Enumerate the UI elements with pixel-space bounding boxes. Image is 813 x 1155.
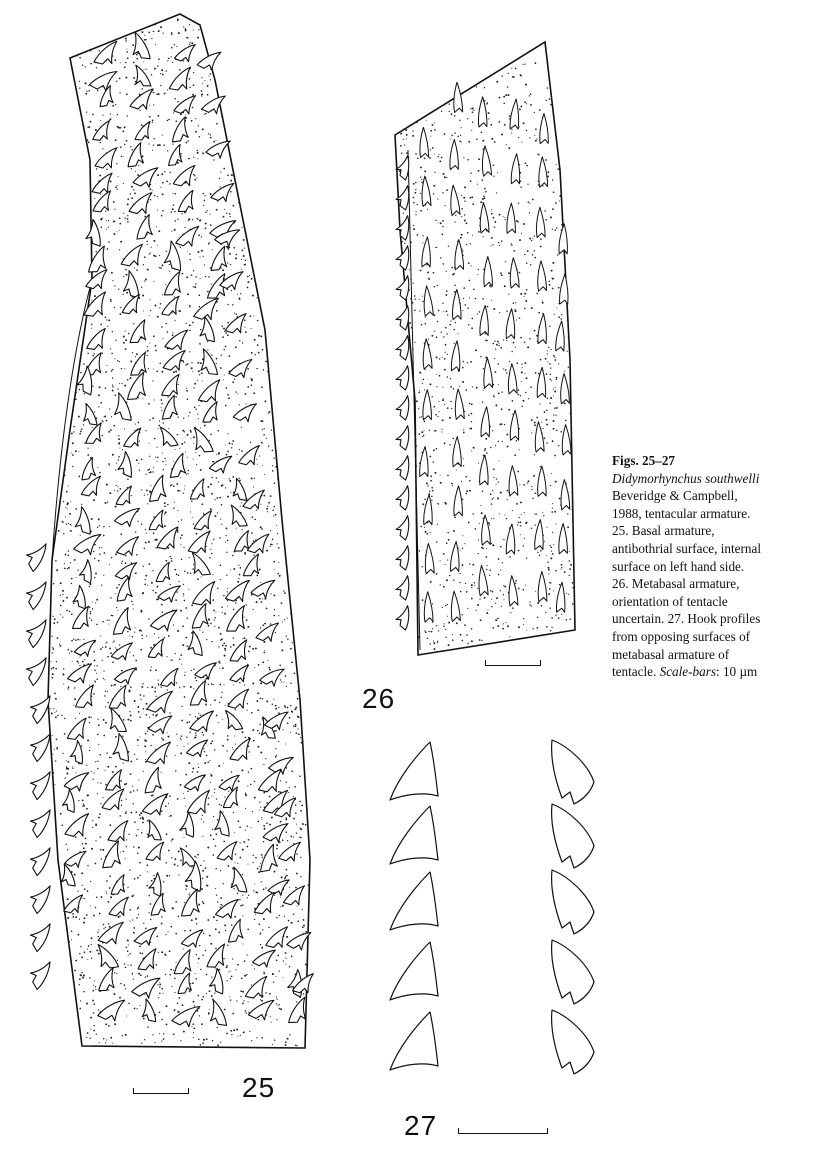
caption-line: metabasal armature of [612,646,730,662]
scale-bar-25 [133,1088,189,1094]
caption-last-prefix: tentacle. [612,664,660,680]
caption-scalebar-label: Scale-bars [659,664,716,680]
hook [395,456,419,480]
caption-last-line [612,663,812,681]
caption-line: surface on left hand side. [612,558,745,574]
hook [395,606,419,630]
caption-species: Didymorhynchus southwelli [612,470,760,486]
hook-profile-left [390,942,438,1000]
hook-profile-left [390,742,438,800]
caption-line: 26. Metabasal armature, [612,576,740,592]
hook-profile-right [552,1010,594,1074]
figure-label-25: 25 [242,1072,276,1103]
scale-bar-27 [458,1128,548,1134]
caption-title: Figs. 25–27 [612,453,676,468]
figure-caption [612,452,812,681]
caption-line: 1988, tentacular armature. [612,505,751,521]
hook-profile-left [390,872,438,930]
caption-line: from opposing surfaces of [612,628,751,644]
hook-profile-left [390,1012,438,1070]
caption-scalebar-value: : 10 µm [716,664,758,680]
hook [28,848,58,876]
caption-line: orientation of tentacle [612,593,728,609]
scale-bar-26 [485,660,541,666]
panel-25-tentacle [24,9,316,1050]
hook [395,516,419,540]
hook [395,576,419,600]
panel-26-tentacle [389,40,580,661]
hook-profile-right [552,804,594,868]
caption-line: 25. Basal armature, [612,523,715,539]
hook [24,544,54,572]
hook-profile-right [552,940,594,1004]
caption-line: Beveridge & Campbell, [612,488,738,504]
hook [395,486,419,510]
caption-line: antibothrial surface, internal [612,540,762,556]
figure-label-26: 26 [362,683,396,714]
hook [28,924,58,952]
caption-line: uncertain. 27. Hook profiles [612,611,761,627]
panel-27-hook-profiles [390,740,594,1074]
figure-label-27: 27 [404,1110,438,1141]
hook-profile-left [390,806,438,864]
hook [28,810,58,838]
hook [28,962,58,990]
hook [395,546,419,570]
hook-profile-right [552,740,594,804]
hook [28,886,58,914]
hook-profile-right [552,870,594,934]
